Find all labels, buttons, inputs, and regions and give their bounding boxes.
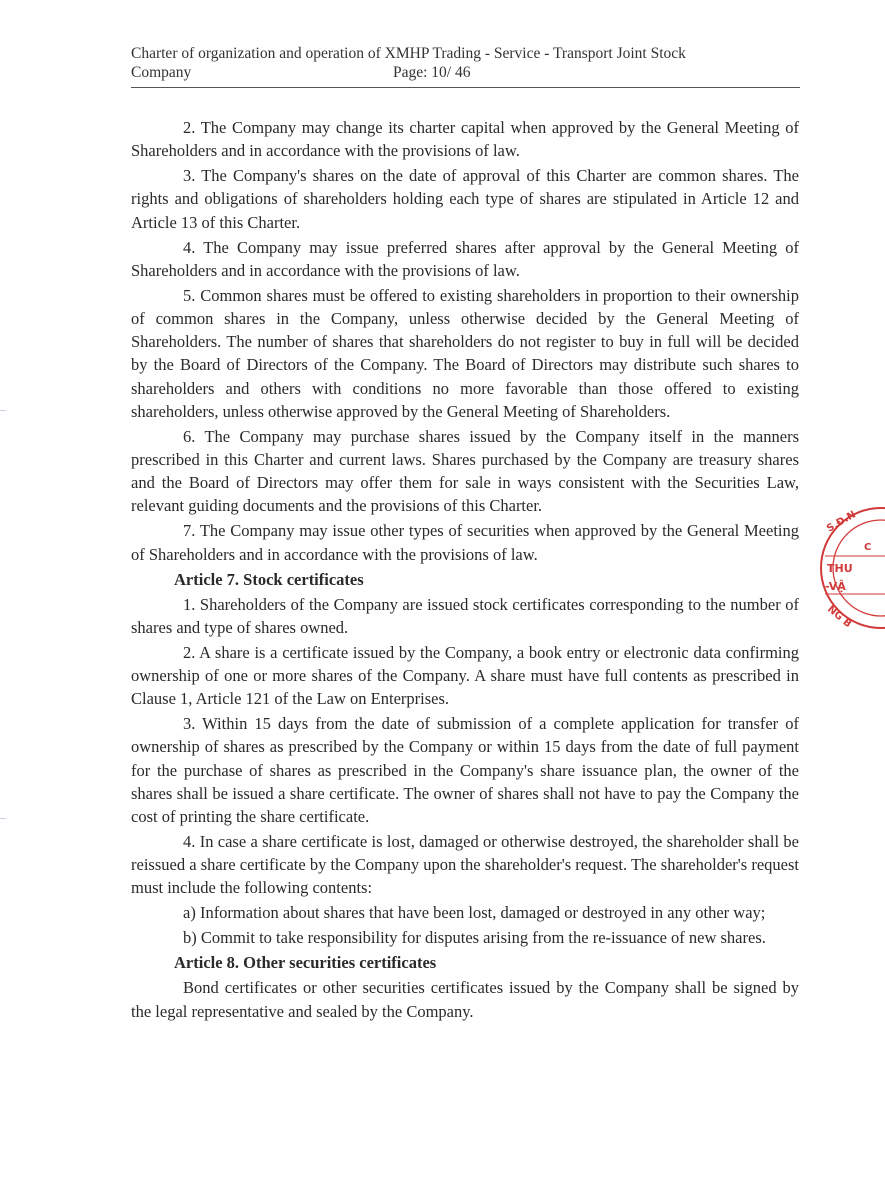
paragraph-clause-3: 3. The Company's shares on the date of approval of this Charter are common shares. The rights and obligations of shareholders holding each type of shares are stipulated in Article 12 and Article 13 of this Charter. xyxy=(131,166,799,232)
page-header xyxy=(131,44,800,82)
header-line-2 xyxy=(131,63,800,82)
scan-margin-mark xyxy=(0,818,6,819)
paragraph-art7-clause-1: 1. Shareholders of the Company are issued stock certificates corresponding to the number of shares and type of shares owned. xyxy=(131,594,799,637)
paragraph-clause-7: 7. The Company may issue other types of securities when approved by the General Meeting of Shareholders and in accordance with the provisions of law. xyxy=(131,521,799,564)
paragraph-clause-6: 6. The Company may purchase shares issued by the Company itself in the manners prescribed in this Charter and current laws. Shares purchased by the Company are treasury shares and the Board of Directors may offer them for sale in ways consistent with the Securities Law, relevant guiding documents and the provisions of this Charter. xyxy=(131,426,799,516)
paragraph-art8: Bond certificates or other securities certificates issued by the Company shall be signed by the legal representative and sealed by the Company. xyxy=(131,978,799,1021)
seal-text-bottom: NG B xyxy=(825,603,854,631)
header-divider xyxy=(131,87,800,88)
header-company: Company xyxy=(131,64,192,81)
paragraph-art7-clause-2: 2. A share is a certificate issued by the Company, a book entry or electronic data confirming ownership of one or more shares of the Company. A share must have full contents as prescribed in Clause 1, Article 121 of the Law on Enterprises. xyxy=(131,642,799,709)
seal-text-c: C xyxy=(864,542,872,553)
paragraph-art7-item-b: b) Commit to take responsibility for disputes arising from the re-issuance of new shares. xyxy=(183,928,766,948)
article-8-heading: Article 8. Other securities certificates xyxy=(174,953,437,973)
paragraph-clause-5: 5. Common shares must be offered to existing shareholders in proportion to their ownership of common shares in the Company, unless otherwise decided by the General Meeting of Shareholders. The number of shares that shareholders do not register to buy in full will be decided by the Board of Directors of the Company. The Board of Directors may distribute such shares to shareholders and others with conditions no more favorable than those offered to existing shareholders, unless otherwise approved by the General Meeting of Shareholders. xyxy=(131,285,799,421)
seal-text-mid2: -VẬ xyxy=(825,580,846,593)
document-body xyxy=(131,116,799,1025)
seal-text-top: S.Đ.N xyxy=(825,509,858,535)
seal-text-mid1: THU xyxy=(827,562,853,575)
page-number: Page: 10/ 46 xyxy=(393,64,471,81)
scan-margin-mark xyxy=(0,410,6,411)
article-7-heading: Article 7. Stock certificates xyxy=(174,569,364,589)
paragraph-clause-4: 4. The Company may issue preferred shares after approval by the General Meeting of Shareholders and in accordance with the provisions of law. xyxy=(131,237,799,280)
paragraph-art7-clause-3: 3. Within 15 days from the date of submission of a complete application for transfer of ownership of shares as prescribed by the Company or within 15 days from the date of full payment for the purchase of shares as prescribed in the Company's share issuance plan, the owner of the shares shall be issued a share certificate. The owner of shares shall not have to pay the Company the cost of printing the share certificate. xyxy=(131,714,799,827)
company-seal-stamp xyxy=(815,498,885,638)
paragraph-art7-clause-4: 4. In case a share certificate is lost, damaged or otherwise destroyed, the shareholder shall be reissued a share certificate by the Company upon the shareholder's request. The shareholder's request must include the following contents: xyxy=(131,832,799,898)
header-title: Charter of organization and operation of XMHP Trading - Service - Transport Joint Stock xyxy=(131,45,686,62)
paragraph-clause-2: 2. The Company may change its charter capital when approved by the General Meeting of Shareholders and in accordance with the provisions of law. xyxy=(131,118,799,161)
paragraph-art7-item-a: a) Information about shares that have been lost, damaged or destroyed in any other way; xyxy=(183,903,766,923)
